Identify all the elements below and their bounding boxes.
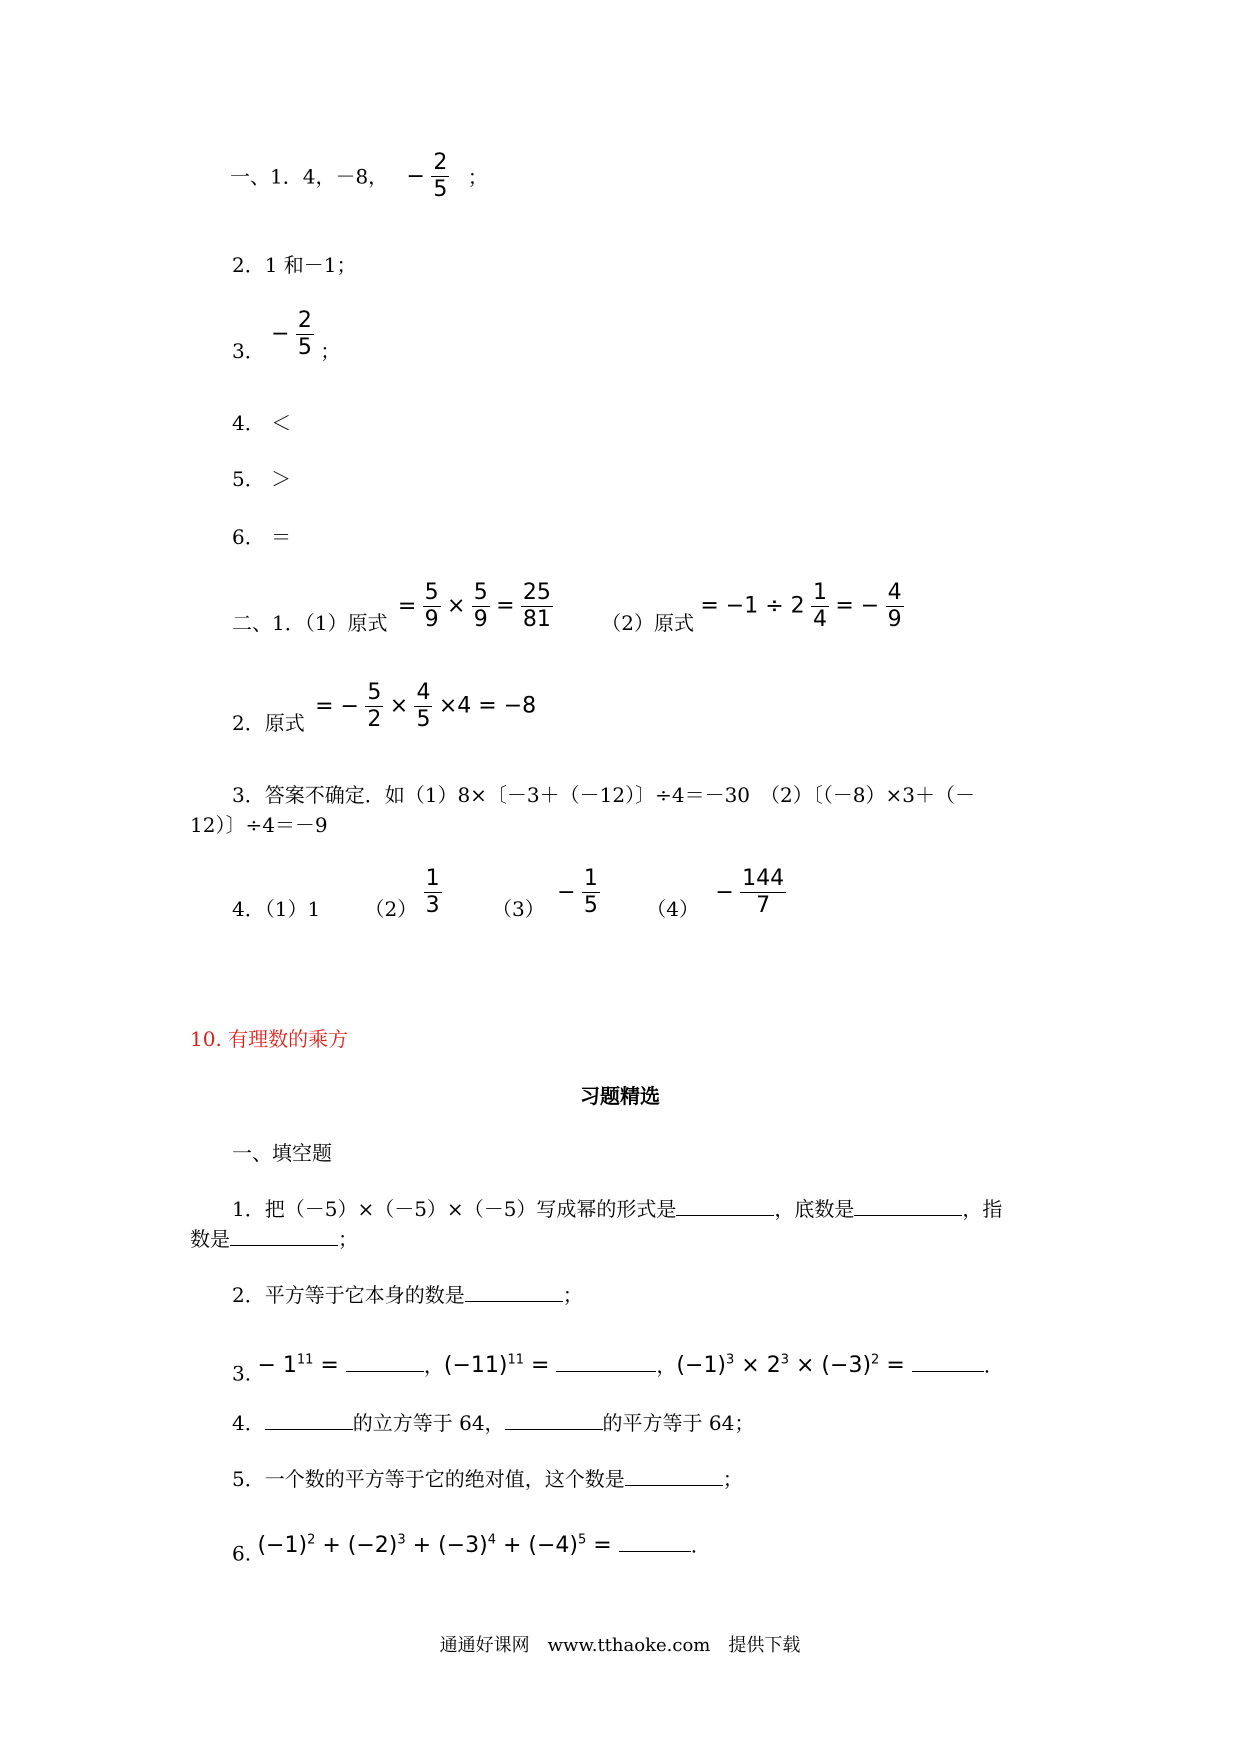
answer-blank[interactable] (265, 1428, 353, 1430)
equals-sign: = (397, 593, 417, 619)
numerator: 1 (425, 866, 440, 891)
fraction (431, 150, 449, 203)
denominator: 5 (433, 177, 448, 202)
numerator: 25 (522, 580, 551, 605)
exponent: 3 (397, 1533, 406, 1548)
expression (676, 1353, 911, 1378)
answer-2-3-line1: 3．答案不确定．如（1）8×〔－3＋（－12）〕÷4＝－30 （2）〔（－8）×3＋（－ (232, 783, 975, 807)
answer-blank[interactable] (625, 1484, 723, 1486)
exercise-title: 习题精选 (580, 1084, 660, 1108)
equals-sign: = (313, 1353, 346, 1379)
fraction (296, 308, 314, 361)
denominator: 4 (813, 607, 828, 632)
fill-q1-line1 (232, 1196, 1002, 1222)
question-number: 6. (232, 1541, 252, 1566)
fraction (423, 580, 441, 633)
denominator: 7 (756, 893, 771, 918)
answer-2-2 (232, 680, 536, 736)
answer-blank[interactable] (465, 1300, 563, 1302)
answer-blank[interactable] (505, 1428, 603, 1430)
exponent: 11 (507, 1353, 524, 1368)
question-text: 的立方等于 64， (352, 1411, 505, 1435)
times-sign: × (389, 693, 409, 719)
fraction (886, 580, 904, 633)
minus-sign: − (715, 879, 734, 905)
answer-text: 二、1．（1）原式 (232, 611, 388, 635)
expression (444, 1353, 557, 1378)
question-text: ； (338, 1227, 358, 1251)
numerator: 5 (367, 680, 382, 705)
exponent: 4 (487, 1533, 496, 1548)
period: . (983, 1353, 991, 1378)
exponent: 3 (726, 1353, 735, 1368)
period: . (690, 1533, 698, 1558)
fraction (414, 680, 432, 733)
separator: ， (423, 1353, 444, 1378)
numerator: 144 (742, 866, 785, 891)
denominator: 81 (522, 607, 551, 632)
question-text: ； (722, 1467, 743, 1491)
expression: ×4 = −8 (438, 693, 537, 719)
fill-q4 (232, 1410, 754, 1436)
exponent: 2 (871, 1353, 880, 1368)
question-text: 4． (232, 1411, 265, 1435)
expression (257, 1353, 345, 1378)
denominator: 9 (424, 607, 439, 632)
equals-sign: = − (835, 593, 880, 619)
answer-blank[interactable] (556, 1370, 656, 1372)
numerator: 5 (473, 580, 488, 605)
answer-1-1 (230, 150, 488, 203)
fill-heading: 一、填空题 (232, 1141, 332, 1165)
exponent: 11 (296, 1353, 314, 1368)
expr-base: + (−3) (405, 1533, 488, 1559)
equals-sign: = (524, 1353, 557, 1379)
answer-text: （3） (492, 897, 545, 921)
answer-blank[interactable] (346, 1370, 424, 1372)
expr-base: (−1) (676, 1353, 727, 1379)
denominator: 9 (887, 607, 902, 632)
answer-suffix: ； (320, 339, 341, 363)
expr-base: (−1) (257, 1533, 308, 1559)
expression: = −1 ÷ 2 (700, 593, 805, 619)
answer-2-1 (232, 580, 904, 636)
answer-1-6: 6． ＝ (232, 525, 292, 549)
minus-sign: − (557, 879, 576, 905)
answer-2-3-line2: 12）〕÷4＝－9 (190, 813, 328, 837)
fill-q6 (232, 1528, 697, 1566)
exponent: 2 (307, 1533, 316, 1548)
expression: = − (315, 693, 359, 719)
answer-blank[interactable] (854, 1214, 962, 1216)
answer-text: （2）原式 (601, 611, 695, 635)
question-text: ； (562, 1283, 583, 1307)
fraction (472, 580, 490, 633)
fill-q3 (232, 1348, 990, 1386)
question-text: 5．一个数的平方等于它的绝对值，这个数是 (232, 1467, 625, 1491)
answer-text: （2） (364, 897, 418, 921)
denominator: 9 (473, 607, 488, 632)
equals-sign: = (879, 1353, 912, 1379)
answer-text: 2．原式 (232, 711, 305, 735)
expression (257, 1533, 618, 1558)
numerator: 1 (583, 866, 598, 891)
fill-q1-line2 (190, 1226, 358, 1252)
expr-base: + (−4) (495, 1533, 578, 1559)
denominator: 3 (425, 893, 440, 918)
section-heading: 10. 有理数的乘方 (190, 1027, 349, 1051)
answer-text: （4） (646, 897, 699, 921)
equals-sign: = (586, 1533, 619, 1559)
answer-1-3 (232, 308, 340, 364)
numerator: 5 (424, 580, 439, 605)
fraction (424, 866, 442, 919)
times-sign: × (446, 593, 466, 619)
minus-sign: − (271, 321, 290, 347)
answer-suffix: ； (467, 164, 488, 189)
answer-1-2: 2．1 和－1； (232, 253, 357, 277)
expr-base: × 2 (734, 1353, 781, 1379)
denominator: 2 (367, 707, 382, 732)
equals-sign: = (496, 593, 515, 619)
numerator: 4 (887, 580, 902, 605)
answer-text: 4．（1）1 (232, 897, 321, 921)
question-text: 1．把（－5）×（－5）×（－5）写成幂的形式是 (232, 1197, 677, 1221)
expr-base: × (−3) (789, 1353, 872, 1379)
answer-text: 3． (232, 339, 265, 363)
page-footer: 通通好课网 www.tthaoke.com 提供下载 (439, 1635, 801, 1656)
answer-blank[interactable] (676, 1214, 774, 1216)
question-text: 的平方等于 64； (602, 1411, 755, 1435)
answer-2-4 (232, 866, 786, 922)
answer-blank[interactable] (619, 1550, 691, 1552)
question-number: 3. (232, 1361, 252, 1386)
fraction (582, 866, 600, 919)
fraction (740, 866, 786, 919)
numerator: 2 (297, 308, 312, 333)
answer-blank[interactable] (230, 1244, 338, 1246)
denominator: 5 (416, 707, 431, 732)
numerator: 1 (813, 580, 828, 605)
numerator: 2 (433, 150, 448, 175)
expr-base: − 1 (257, 1353, 297, 1379)
fraction (365, 680, 383, 733)
answer-1-4: 4． ＜ (232, 411, 292, 435)
exponent: 5 (578, 1533, 587, 1548)
question-text: ，底数是 (774, 1197, 855, 1221)
numerator: 4 (416, 680, 431, 705)
fill-q5 (232, 1466, 743, 1492)
separator: ， (656, 1353, 677, 1378)
exponent: 3 (780, 1353, 790, 1368)
answer-text: 一、1．4，－8， (230, 164, 389, 189)
expr-base: (−11) (443, 1353, 508, 1379)
fraction (811, 580, 829, 633)
expr-base: + (−2) (315, 1533, 398, 1559)
denominator: 5 (583, 893, 598, 918)
denominator: 5 (297, 335, 312, 360)
question-text: 数是 (190, 1227, 230, 1251)
question-text: 2．平方等于它本身的数是 (232, 1283, 465, 1307)
question-text: ，指 (962, 1197, 1003, 1221)
fill-q2 (232, 1282, 583, 1308)
answer-blank[interactable] (912, 1370, 984, 1372)
answer-1-5: 5． ＞ (232, 467, 292, 491)
fraction (521, 580, 553, 633)
minus-sign: − (406, 163, 425, 189)
